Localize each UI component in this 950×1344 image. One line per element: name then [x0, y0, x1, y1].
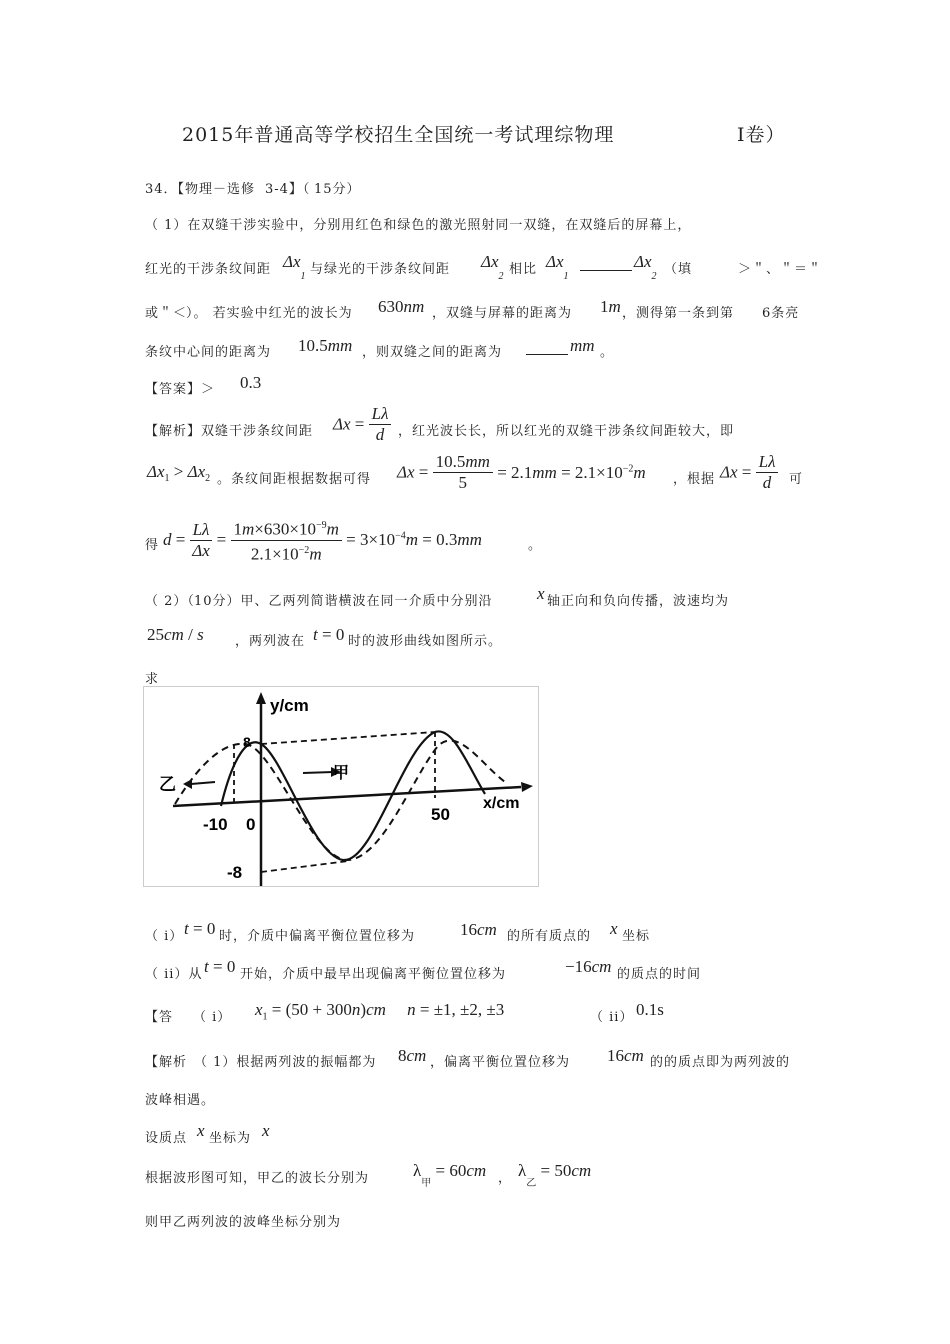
p1-line2b: 与绿光的干涉条纹间距 — [310, 262, 451, 277]
unit-mm: mm — [570, 336, 595, 355]
p1-line3e: 6条亮 — [762, 306, 800, 321]
x-var-3: x — [197, 1121, 205, 1140]
distance-value: 1m — [600, 297, 621, 316]
p2-e: 时的波形曲线如图所示。 — [348, 634, 503, 649]
wavelength-yi: $\lambda_乙 = 50cm$ — [518, 1161, 592, 1190]
question-heading — [145, 178, 255, 197]
answer2-label: 【答 — [145, 1010, 174, 1025]
p1-line2c: 相比 — [509, 262, 538, 277]
tick-0: 0 — [246, 815, 256, 834]
answer2-ii-value: 0.1s — [636, 1000, 664, 1019]
sub-ii-c: 的质点的时间 — [617, 967, 702, 982]
exp2-c: ，偏离平衡位置位移为 — [430, 1055, 571, 1070]
amplitude-8: 8cm — [398, 1046, 427, 1065]
heading-points: 15分） — [314, 182, 361, 197]
sub-ii-b: 开始，介质中最早出现偏离平衡位置位移为 — [240, 967, 507, 982]
x-var-4: x — [262, 1121, 270, 1140]
exp2-f: 设质点 — [145, 1131, 188, 1146]
p1-line2e: ＞＂、＂＝＂ — [738, 262, 823, 277]
p1-line2d: （填 — [664, 262, 693, 277]
answer2-formula: $x_1 = (50 + 300n)cm$ n = ±1, ±2, ±3 — [255, 1000, 505, 1023]
exp2-j: 则甲乙两列波的波峰坐标分别为 — [145, 1215, 342, 1230]
p1-line4b: ，则双缝之间的距离为 — [362, 345, 503, 360]
p1-line4a: 条纹中心间的距离为 — [145, 345, 272, 360]
exp2-g: 坐标为 — [209, 1131, 252, 1146]
exp2-e: 波峰相遇。 — [145, 1093, 216, 1108]
sub-i-b: 时，介质中偏离平衡位置位移为 — [219, 929, 416, 944]
p1-line3c: ，双缝与屏幕的距离为 — [432, 306, 573, 321]
answer-blank-2[interactable] — [526, 354, 568, 355]
answer2-ii: （ ii） — [590, 1010, 634, 1025]
answer1-label: 【答案】＞ — [145, 382, 216, 397]
delta-x1-b: $\Delta x_1$ — [546, 252, 569, 283]
tick-neg10: -10 — [203, 815, 228, 834]
displacement-16-b: 16cm — [607, 1046, 644, 1065]
delta-x2: $\Delta x_2$ — [481, 252, 504, 283]
x-axis-label: x/cm — [483, 795, 520, 812]
arrow-jia-line — [303, 772, 333, 773]
x-axis-var: x — [537, 584, 545, 603]
p1-line2a: 红光的干涉条纹间距 — [145, 262, 272, 277]
wavelength-jia: $\lambda_甲 = 60cm$ — [413, 1161, 487, 1190]
x-var-2: x — [610, 919, 618, 938]
wave-figure — [143, 686, 539, 887]
document-title: 2015年普通高等学校招生全国统一考试理综物理 — [182, 124, 615, 146]
wave-jia-label: 甲 — [333, 765, 350, 782]
exp2-a: 【解析 — [145, 1055, 188, 1070]
exp2-i: ， — [498, 1171, 513, 1186]
exp1-d: ，根据 — [673, 472, 716, 487]
exp1-f: 得 — [145, 538, 160, 553]
answer2-i: （ i） — [193, 1010, 232, 1025]
wave-yi-label: 乙 — [159, 775, 176, 794]
heading-module: 3-4】（ — [265, 182, 311, 197]
p2-a: （ 2）（ — [145, 594, 195, 609]
p1-line4c: 。 — [600, 345, 615, 360]
exp1-g: 。 — [528, 538, 543, 553]
wave-speed: 25cm / s — [147, 625, 204, 644]
wavelength-value: 630nm — [378, 297, 425, 316]
exp2-h: 根据波形图可知，甲乙的波长分别为 — [145, 1171, 370, 1186]
sub-i-a: （ i） — [145, 929, 184, 944]
p2-b: 10分）甲、乙两列简谐横波在同一介质中分别沿 — [194, 594, 493, 609]
sub-i-c: 的所有质点的 — [507, 929, 592, 944]
heading-number: 34．【物理－选修 — [145, 182, 256, 197]
t-zero: t = 0 — [313, 625, 345, 644]
exp1-b: ，红光波长长，所以红光的双缝干涉条纹间距较大，即 — [398, 424, 735, 439]
exp1-c: 。条纹间距根据数据可得 — [217, 472, 372, 487]
t-zero-3: t = 0 — [204, 957, 236, 976]
figure-frame — [144, 687, 539, 887]
exp1-e: 可 — [789, 472, 804, 487]
fringe-distance: 10.5mm — [298, 336, 353, 355]
exp2-d: 的的质点即为两列波的 — [650, 1055, 791, 1070]
t-zero-2: t = 0 — [184, 919, 216, 938]
p1-line3d: ，测得第一条到第 — [622, 306, 735, 321]
sub-ii-a: （ ii）从 — [145, 967, 203, 982]
p1-line1: （ 1）在双缝干涉实验中，分别用红色和绿色的激光照射同一双缝，在双缝后的屏幕上， — [145, 218, 692, 233]
displacement-16: 16cm — [460, 920, 497, 939]
displacement-neg16: −16cm — [565, 957, 612, 976]
delta-x1: $\Delta x_1$ — [283, 252, 306, 283]
sub-i-d: 坐标 — [622, 929, 651, 944]
answer-blank-1[interactable] — [580, 270, 632, 271]
tick-8: 8 — [243, 734, 251, 750]
p1-line3b: ）。 若实验中红光的波长为 — [186, 306, 353, 321]
tick-50: 50 — [431, 805, 450, 824]
answer1-value: 0.3 — [240, 373, 262, 392]
p2-c: 轴正向和负向传播，波速均为 — [547, 594, 730, 609]
formula-slit-distance: d = $\frac{L\lambda}{\Delta x}$ = $\frac{1m\times 630\times 10^{-9}m}{2.1\times 10^{-2}m}$ = $3\times 10^{-4}m = 0.3mm$ — [163, 516, 482, 564]
delta-x2-b: $\Delta x_2$ — [634, 252, 657, 283]
formula-fringe-2: Δx = $\frac{L\lambda}{d}$ — [720, 452, 778, 493]
p2-f: 求 — [145, 672, 160, 687]
exp1-a: 【解析】双缝干涉条纹间距 — [145, 424, 314, 439]
p2-d: ，两列波在 — [235, 634, 306, 649]
exp2-b: （ 1）根据两列波的振幅都为 — [194, 1055, 377, 1070]
inequality: $\Delta x_1 > \Delta x_2$ — [147, 462, 211, 485]
y-axis-label: y/cm — [270, 696, 309, 715]
tick-neg8: -8 — [227, 863, 243, 882]
formula-fringe: Δx = $\frac{L\lambda}{d}$ — [333, 404, 391, 445]
p1-line3a: 或＂＜ — [145, 306, 188, 321]
formula-spacing: Δx = $\frac{10.5mm}{5}$ = $2.1mm = 2.1\times 10^{-2}m$ — [397, 452, 646, 492]
paper-label: Ⅰ卷） — [737, 124, 786, 146]
